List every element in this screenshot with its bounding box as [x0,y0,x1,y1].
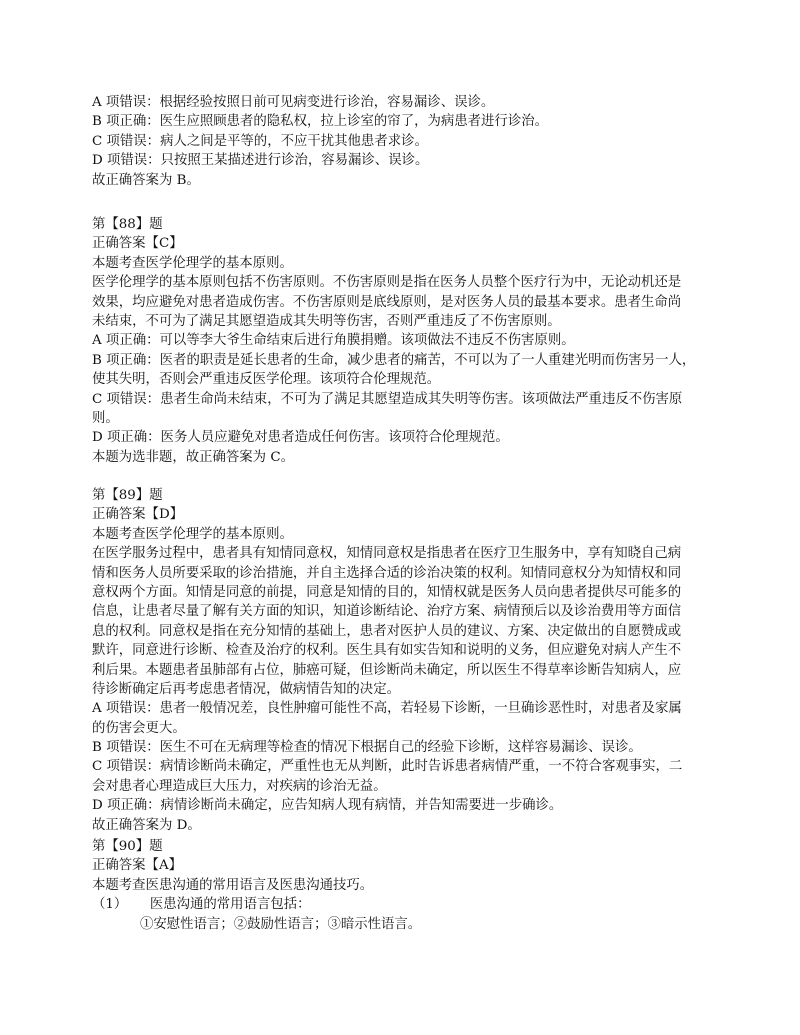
explanation-line: 意权两个方面。知情是同意的前提，同意是知情的目的，知情权就是医务人员向患者提供尽可能多的 [92,584,682,600]
correct-answer: 正确答案【A】 [92,858,183,874]
item-number: （1） [92,897,128,913]
section-87-tail [92,93,712,190]
explanation-line: C 项错误：病人之间是平等的，不应干扰其他患者求诊。 [92,133,428,149]
explanation-line: 医学伦理学的基本原则包括不伤害原则。不伤害原则是指在医务人员整个医疗行为中，无论动机还是 [92,275,682,291]
explanation-line: C 项错误：患者生命尚未结束，不可为了满足其愿望造成其失明等伤害。该项做法严重违反不伤害原 [92,391,683,407]
explanation-line: 未结束，不可为了满足其愿望造成其失明等伤害，否则严重违反了不伤害原则。 [92,313,561,329]
explanation-line: B 项错误：医生不可在无病理等检查的情况下根据自己的经验下诊断，这样容易漏诊、误诊。 [92,740,642,756]
explanation-line: 则。 [92,410,119,426]
explanation-line: 息的权利。同意权是指在充分知情的基础上，患者对医护人员的建议、方案、决定做出的自愿赞成或 [92,623,682,639]
explanation-line: 本题考查医患沟通的常用语言及医患沟通技巧。 [92,877,374,893]
question-title: 第【88】题 [92,217,163,232]
explanation-line: 本题考查医学伦理学的基本原则。 [92,526,293,542]
correct-answer: 正确答案【C】 [92,236,183,252]
explanation-line: D 项错误：只按照王某描述进行诊治，容易漏诊、误诊。 [92,153,429,169]
section-90 [92,837,712,934]
explanation-line: D 项正确：医务人员应避免对患者造成任何伤害。该项符合伦理规范。 [92,430,509,446]
explanation-line: D 项正确：病情诊断尚未确定，应告知病人现有病情，并告知需要进一步确诊。 [92,798,563,814]
explanation-line: 本题考查医学伦理学的基本原则。 [92,255,293,271]
question-title: 第【90】题 [92,839,163,854]
numbered-item [92,895,712,914]
explanation-line: A 项错误：患者一般情况差，良性肿瘤可能性不高，若轻易下诊断，一旦确诊恶性时，对患者及家属 [92,701,682,717]
explanation-line: 会对患者心理造成巨大压力，对疾病的诊治无益。 [92,778,387,794]
explanation-line: 的伤害会更大。 [92,720,186,736]
explanation-line: A 项正确：可以等李大爷生命结束后进行角膜捐赠。该项做法不违反不伤害原则。 [92,333,575,349]
conclusion-line: 故正确答案为 D。 [92,817,201,833]
explanation-line: B 项正确：医生应照顾患者的隐私权，拉上诊室的帘了，为病患者进行诊治。 [92,114,548,130]
explanation-line: 待诊断确定后再考虑患者情况，做病情告知的决定。 [92,681,400,697]
correct-answer: 正确答案【D】 [92,507,184,523]
item-subtext: ①安慰性语言；②鼓励性语言；③暗示性语言。 [140,916,422,932]
explanation-line: C 项错误：病情诊断尚未确定，严重性也无从判断，此时告诉患者病情严重，一不符合客观事实，二 [92,759,683,775]
question-title: 第【89】题 [92,488,163,503]
explanation-line: 在医学服务过程中，患者具有知情同意权，知情同意权是指患者在医疗卫生服务中，享有知晓自己病 [92,546,682,562]
explanation-line: 利后果。本题患者虽肺部有占位，肺癌可疑，但诊断尚未确定，所以医生不得草率诊断告知病人，应 [92,662,682,678]
section-88 [92,215,712,467]
item-text: 医患沟通的常用语言包括： [149,897,311,913]
explanation-line: 信息，让患者尽量了解有关方面的知识，知道诊断结论、治疗方案、病情预后以及诊治费用等方面信 [92,604,682,620]
explanation-line: 默许，同意进行诊断、检查及治疗的权利。医生具有如实告知和说明的义务，但应避免对病人产生不 [92,643,682,659]
conclusion-line: 故正确答案为 B。 [92,172,200,188]
explanation-line: A 项错误：根据经验按照日前可见病变进行诊治，容易漏诊、误诊。 [92,95,495,110]
conclusion-line: 本题为选非题，故正确答案为 C。 [92,449,294,465]
section-89 [92,486,712,835]
explanation-line: B 项正确：医者的职责是延长患者的生命，减少患者的痛苦，不可以为了一人重建光明而伤害另一人， [92,352,696,368]
explanation-line: 效果，均应避免对患者造成伤害。不伤害原则是底线原则，是对医务人员的最基本要求。患者生命尚 [92,294,682,310]
explanation-line: 使其失明，否则会严重违反医学伦理。该项符合伦理规范。 [92,372,441,388]
explanation-line: 情和医务人员所要采取的诊治措施，并自主选择合适的诊治决策的权利。知情同意权分为知情权和同 [92,565,682,581]
